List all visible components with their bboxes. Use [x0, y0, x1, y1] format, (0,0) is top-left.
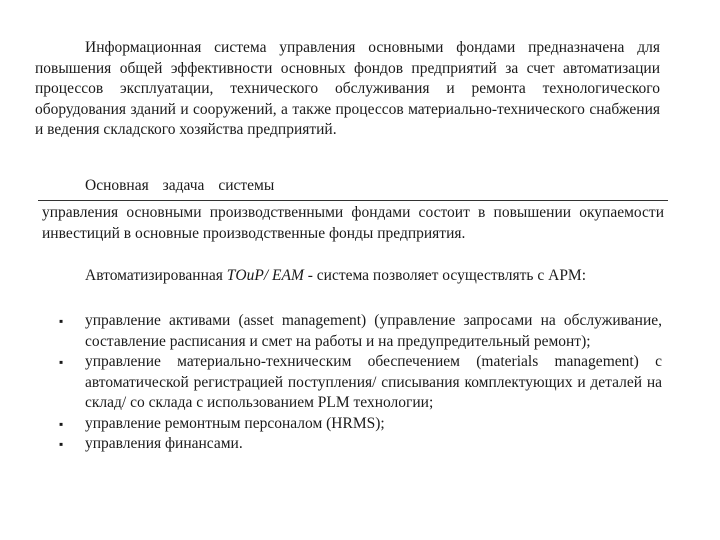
list-item-text: управления финансами. — [85, 435, 243, 452]
list-item-text: управление активами (asset management) (управление запросами на обслуживание, составление расписания и смет на работы и на предупредительный ремонт); — [85, 312, 662, 350]
capabilities-list — [35, 311, 662, 455]
list-item — [35, 311, 662, 352]
capabilities-prefix: Автоматизированная — [85, 267, 227, 284]
capabilities-suffix: - система позволяет осуществлять с АРМ: — [303, 267, 587, 284]
list-item — [35, 352, 662, 414]
main-task-heading: Основная задача системы — [85, 177, 275, 194]
main-task-paragraph: управления основными производственными фондами состоит в повышении окупаемости инвестиций в основные производственные фонды предприятия. — [42, 204, 664, 242]
list-item-text: управление материально-техническим обеспечением (materials management) с автоматической регистрацией поступления/ списывания комплектующих и деталей на склад/ со склада с использованием PLM технологии; — [85, 353, 662, 411]
system-name: ТОиР/ EAM — [226, 267, 304, 284]
list-item — [35, 434, 662, 455]
bullet-icon: ▪ — [59, 416, 64, 431]
bullet-icon: ▪ — [59, 437, 64, 451]
list-item — [35, 414, 662, 435]
bullet-icon: ▪ — [59, 355, 64, 369]
system-capabilities-paragraph — [35, 266, 660, 287]
list-item-text: управление ремонтным персоналом (HRMS); — [85, 414, 385, 432]
bullet-icon: ▪ — [59, 314, 64, 328]
main-task-box — [38, 200, 668, 244]
intro-paragraph: Информационная система управления основными фондами предназначена для повышения общей эффективности основных фондов предприятий за счет автоматизации процессов эксплуатации, технического обслуживания и ремонта технологического оборудования зданий и сооружений, а также процессов материально-технического снабжения и ведения складского хозяйства предприятий. — [35, 39, 660, 138]
